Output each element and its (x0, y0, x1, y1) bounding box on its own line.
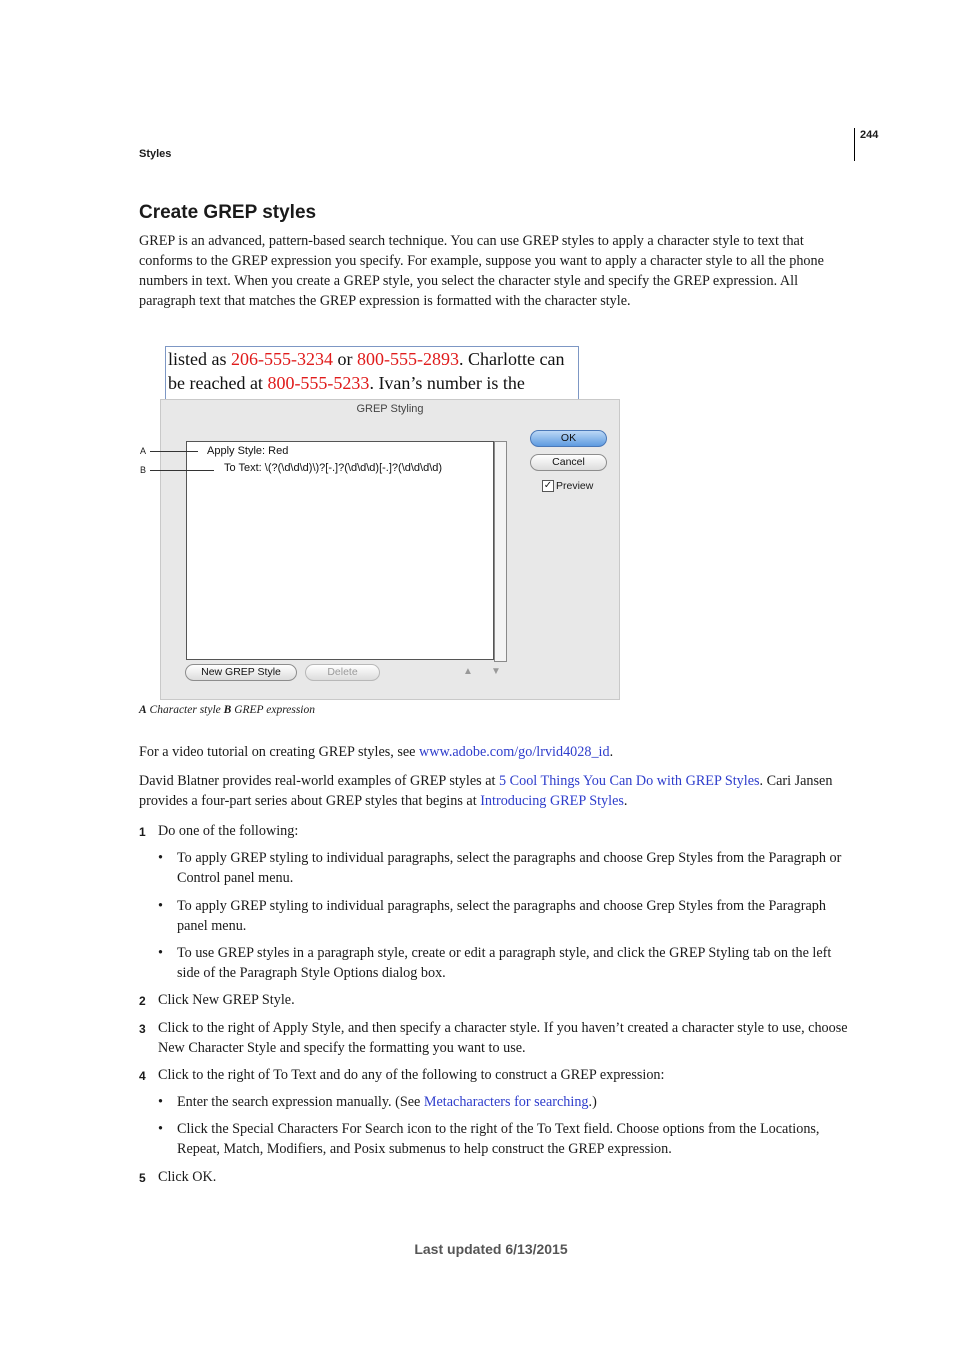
callout-a-line (150, 451, 198, 452)
step-text: Click to the right of Apply Style, and then specify a character style. If you haven’t created a character style to use, choose New Character Style and specify the formatting you want to use. (158, 1020, 848, 1056)
sample-text-frame (165, 346, 579, 401)
sample-phone-number: 800-555-5233 (267, 373, 370, 393)
sample-phone-number: 800-555-2893 (357, 349, 459, 369)
sample-text-segment: . Ivan’s number is the (369, 373, 525, 393)
step-number: 5 (139, 1171, 146, 1185)
bullet-marker: • (158, 945, 163, 961)
section-label: Styles (139, 148, 172, 160)
resources-text: . Cari Jansen provides a four-part series about GREP styles that begins at (139, 773, 833, 809)
video-tutorial-link[interactable]: www.adobe.com/go/lrvid4028_id (419, 744, 610, 760)
move-down-icon[interactable]: ▼ (491, 666, 501, 677)
bullet-marker: • (158, 850, 163, 866)
grep-styling-dialog (160, 399, 620, 700)
bullet-text (177, 1092, 854, 1112)
preview-checkbox[interactable]: ✓ (543, 480, 553, 491)
bullet-marker: • (158, 898, 163, 914)
bullet-text-part: Enter the search expression manually. (See (177, 1094, 424, 1110)
intro-paragraph: GREP is an advanced, pattern-based search technique. You can use GREP styles to apply a character style to text that conforms to the GREP expression you specify. For example, suppose you want to apply a character style to all the phone numbers in text. When you create a GREP style, you select the character style and specify the GREP expression. All paragraph text that matches the GREP expression is formatted with the character style. (139, 233, 824, 309)
bullet-text: To use GREP styles in a paragraph style, create or edit a paragraph style, and click the GREP Styling tab on the left side of the Paragraph Style Options dialog box. (177, 945, 832, 981)
resources-text: . (623, 793, 628, 809)
step-number: 1 (139, 825, 146, 839)
list-scrollbar[interactable] (494, 441, 507, 662)
preview-label: Preview (556, 480, 594, 492)
cool-things-link[interactable]: 5 Cool Things You Can Do with GREP Styles (499, 773, 760, 789)
bullet-text: To apply GREP styling to individual paragraphs, select the paragraphs and choose Grep Styles from the Paragraph panel menu. (177, 898, 826, 934)
move-up-icon[interactable]: ▲ (463, 666, 473, 677)
caption-letter-a: A (139, 704, 147, 716)
dialog-title: GREP Styling (356, 403, 424, 415)
page-number: 244 (860, 129, 879, 141)
sample-text-segment: or (333, 349, 357, 369)
sample-text-segment: . Charlotte can be reached at (168, 349, 565, 393)
step-number: 4 (139, 1069, 146, 1083)
page-footer: Last updated 6/13/2015 (414, 1241, 568, 1257)
ok-button[interactable]: OK (530, 430, 607, 447)
sample-text-segment: listed as (168, 349, 231, 369)
metacharacters-link[interactable]: Metacharacters for searching (423, 1094, 589, 1110)
step-text: Click to the right of To Text and do any of the following to construct a GREP expression: (158, 1067, 665, 1083)
delete-button[interactable]: Delete (305, 664, 380, 681)
step-number: 3 (139, 1022, 146, 1036)
step-text: Click OK. (158, 1169, 217, 1185)
caption-letter-b: B (223, 704, 232, 716)
sample-phone-number: 206-555-3234 (231, 349, 333, 369)
apply-style-row[interactable]: Apply Style: Red (207, 445, 289, 457)
bullet-text: Click the Special Characters For Search icon to the right of the To Text field. Choose options from the Locations, Repeat, Match, Modifiers, and Posix submenus to help construct the GREP expression. (177, 1121, 820, 1157)
resources-text: David Blatner provides real-world examples of GREP styles at (139, 773, 499, 789)
caption-text-b: GREP expression (231, 704, 316, 716)
bullet-text-part: .) (588, 1094, 597, 1110)
callout-b: B (140, 465, 147, 475)
video-para-text: For a video tutorial on creating GREP styles, see (139, 744, 420, 760)
step-text: Click New GREP Style. (158, 992, 295, 1008)
step-text: Do one of the following: (158, 823, 299, 839)
figure-caption (139, 704, 315, 716)
video-para-end: . (609, 744, 614, 760)
video-tutorial-paragraph (139, 742, 854, 762)
bullet-marker: • (158, 1094, 163, 1110)
to-text-row[interactable]: To Text: \(?(\d\d\d)\)?[-.]?(\d\d\d)[-.]?(\d\d\d\d) (224, 462, 443, 474)
page-heading: Create GREP styles (139, 202, 317, 223)
caption-text-a: Character style (146, 704, 224, 716)
callout-b-line (150, 470, 214, 471)
bullet-text: To apply GREP styling to individual paragraphs, select the paragraphs and choose Grep Styles from the Paragraph or Control panel menu. (177, 850, 842, 886)
introducing-grep-link[interactable]: Introducing GREP Styles (480, 793, 624, 809)
callout-a: A (140, 446, 147, 456)
new-grep-style-button[interactable]: New GREP Style (185, 664, 297, 681)
header-rule (854, 128, 855, 161)
cancel-button[interactable]: Cancel (530, 454, 607, 471)
step-number: 2 (139, 994, 146, 1008)
grep-style-list[interactable] (186, 441, 494, 660)
bullet-marker: • (158, 1121, 163, 1137)
grep-resources-paragraph (139, 771, 854, 811)
